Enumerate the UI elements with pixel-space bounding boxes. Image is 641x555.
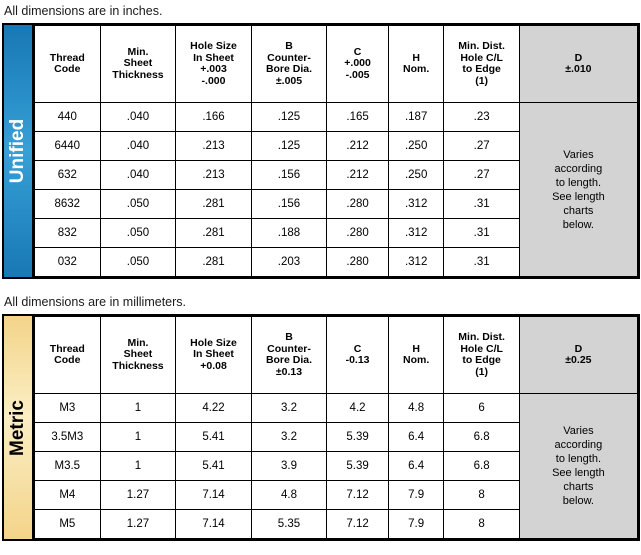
cell-min-sheet: .050 [100, 190, 176, 219]
cell-thread-code: 440 [35, 103, 101, 132]
cell-h: .312 [388, 248, 444, 277]
cell-h: .312 [388, 219, 444, 248]
cell-c: 7.12 [327, 510, 389, 539]
cell-c: .212 [327, 132, 389, 161]
cell-min-sheet: 1 [100, 423, 176, 452]
cell-c: .280 [327, 219, 389, 248]
cell-thread-code: 6440 [35, 132, 101, 161]
header-counter-bore-dia: B Counter- Bore Dia. ±0.13 [251, 317, 327, 394]
cell-thread-code: M5 [35, 510, 101, 539]
table-row [35, 394, 638, 423]
cell-hole-size: 4.22 [176, 394, 251, 423]
cell-c: .280 [327, 190, 389, 219]
metric-side-label [4, 316, 34, 539]
unified-caption: All dimensions are in inches. [4, 4, 163, 18]
cell-c: 4.2 [327, 394, 389, 423]
cell-thread-code: M3.5 [35, 452, 101, 481]
cell-min-dist: 6.8 [444, 423, 519, 452]
cell-h: 4.8 [388, 394, 444, 423]
cell-h: .187 [388, 103, 444, 132]
cell-c: .212 [327, 161, 389, 190]
header-min-sheet-thickness: Min. Sheet Thickness [100, 26, 176, 103]
unified-header-row [35, 26, 638, 103]
header-c-dimension: C +.000 -.005 [327, 26, 389, 103]
unified-side-label [4, 25, 34, 277]
metric-caption: All dimensions are in millimeters. [4, 295, 187, 309]
cell-h: .250 [388, 161, 444, 190]
cell-d-note: Varies according to length. See length charts below. [519, 394, 637, 539]
cell-h: .250 [388, 132, 444, 161]
cell-d-note: Varies according to length. See length charts below. [519, 103, 637, 277]
cell-counter-bore: .125 [251, 132, 327, 161]
cell-hole-size: 5.41 [176, 452, 251, 481]
cell-min-sheet: .050 [100, 248, 176, 277]
cell-min-dist: 8 [444, 481, 519, 510]
cell-min-sheet: .040 [100, 132, 176, 161]
cell-thread-code: 032 [35, 248, 101, 277]
cell-min-sheet: .040 [100, 161, 176, 190]
header-h-nom: H Nom. [388, 26, 444, 103]
cell-counter-bore: .188 [251, 219, 327, 248]
cell-hole-size: .166 [176, 103, 251, 132]
cell-hole-size: 5.41 [176, 423, 251, 452]
cell-min-sheet: 1.27 [100, 510, 176, 539]
cell-counter-bore: .156 [251, 161, 327, 190]
cell-min-sheet: 1.27 [100, 481, 176, 510]
cell-hole-size: .213 [176, 161, 251, 190]
cell-hole-size: 7.14 [176, 510, 251, 539]
metric-table-wrap [2, 314, 640, 541]
header-min-dist-hole-to-edge: Min. Dist. Hole C/L to Edge (1) [444, 317, 519, 394]
header-h-nom: H Nom. [388, 317, 444, 394]
cell-c: 5.39 [327, 423, 389, 452]
cell-c: .280 [327, 248, 389, 277]
cell-min-dist: 8 [444, 510, 519, 539]
cell-min-dist: .27 [444, 161, 519, 190]
cell-h: 7.9 [388, 510, 444, 539]
header-counter-bore-dia: B Counter- Bore Dia. ±.005 [251, 26, 327, 103]
unified-table [34, 25, 638, 277]
cell-thread-code: 632 [35, 161, 101, 190]
cell-hole-size: .281 [176, 190, 251, 219]
cell-h: .312 [388, 190, 444, 219]
header-d-dimension: D ±0.25 [519, 317, 637, 394]
cell-c: 5.39 [327, 452, 389, 481]
cell-counter-bore: 3.2 [251, 394, 327, 423]
cell-counter-bore: 4.8 [251, 481, 327, 510]
cell-min-sheet: 1 [100, 394, 176, 423]
cell-c: 7.12 [327, 481, 389, 510]
cell-min-dist: 6.8 [444, 452, 519, 481]
cell-min-sheet: .050 [100, 219, 176, 248]
cell-h: 6.4 [388, 423, 444, 452]
cell-hole-size: .281 [176, 248, 251, 277]
section-spacer [0, 279, 641, 291]
header-thread-code: Thread Code [35, 317, 101, 394]
metric-side-label-text: Metric [7, 399, 28, 456]
cell-thread-code: M4 [35, 481, 101, 510]
cell-counter-bore: 3.2 [251, 423, 327, 452]
cell-counter-bore: .156 [251, 190, 327, 219]
cell-thread-code: 8632 [35, 190, 101, 219]
cell-h: 6.4 [388, 452, 444, 481]
table-row [35, 103, 638, 132]
cell-min-dist: .23 [444, 103, 519, 132]
cell-counter-bore: .125 [251, 103, 327, 132]
header-min-sheet-thickness: Min. Sheet Thickness [100, 317, 176, 394]
cell-counter-bore: 5.35 [251, 510, 327, 539]
metric-table [34, 316, 638, 539]
cell-min-dist: .31 [444, 248, 519, 277]
cell-min-sheet: 1 [100, 452, 176, 481]
cell-thread-code: M3 [35, 394, 101, 423]
cell-min-dist: .27 [444, 132, 519, 161]
cell-c: .165 [327, 103, 389, 132]
metric-header-row [35, 317, 638, 394]
cell-hole-size: .213 [176, 132, 251, 161]
header-c-dimension: C -0.13 [327, 317, 389, 394]
cell-counter-bore: .203 [251, 248, 327, 277]
header-hole-size-in-sheet: Hole Size In Sheet +.003 -.000 [176, 26, 251, 103]
cell-h: 7.9 [388, 481, 444, 510]
cell-hole-size: 7.14 [176, 481, 251, 510]
header-hole-size-in-sheet: Hole Size In Sheet +0.08 [176, 317, 251, 394]
cell-min-dist: .31 [444, 190, 519, 219]
unified-side-label-text: Unified [7, 118, 29, 184]
cell-min-dist: .31 [444, 219, 519, 248]
cell-min-sheet: .040 [100, 103, 176, 132]
header-min-dist-hole-to-edge: Min. Dist. Hole C/L to Edge (1) [444, 26, 519, 103]
unified-table-wrap [2, 23, 640, 279]
header-thread-code: Thread Code [35, 26, 101, 103]
cell-hole-size: .281 [176, 219, 251, 248]
cell-thread-code: 832 [35, 219, 101, 248]
header-d-dimension: D ±.010 [519, 26, 637, 103]
cell-thread-code: 3.5M3 [35, 423, 101, 452]
cell-min-dist: 6 [444, 394, 519, 423]
cell-counter-bore: 3.9 [251, 452, 327, 481]
